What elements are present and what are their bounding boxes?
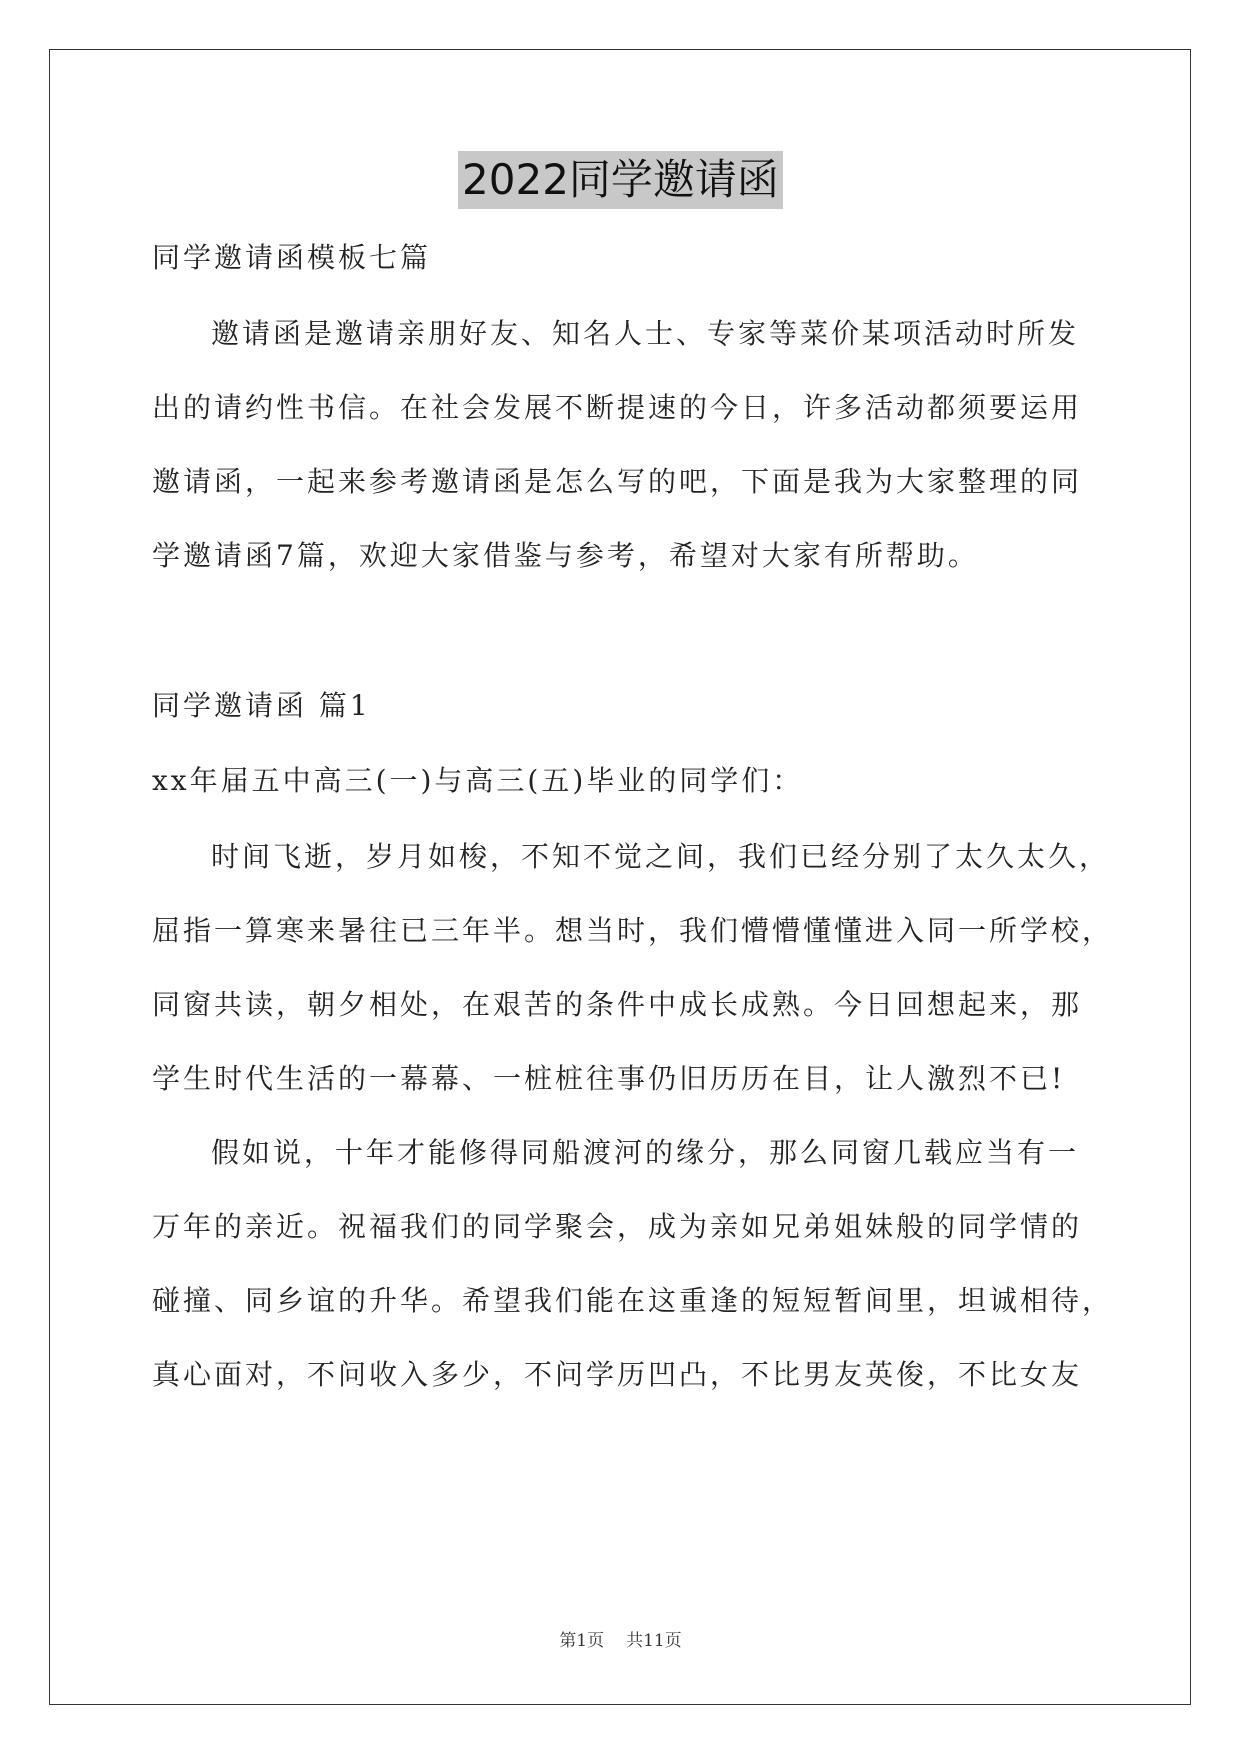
current-page-label: 第1页 — [559, 1631, 605, 1651]
paragraph2-line-1: 假如说，十年才能修得同船渡河的缘分，那么同窗几载应当有一 — [211, 1136, 1080, 1169]
paragraph1-line-3: 同窗共读，朝夕相处，在艰苦的条件中成长成熟。今日回想起来，那 — [152, 988, 1083, 1021]
page-footer — [0, 1626, 1241, 1651]
section-heading: 同学邀请函 篇1 — [152, 689, 371, 722]
paragraph2-line-4: 真心面对，不问收入多少，不问学历凹凸，不比男友英俊，不比女友 — [152, 1358, 1083, 1391]
paragraph1-line-2: 屈指一算寒来暑往已三年半。想当时，我们懵懵懂懂进入同一所学校， — [152, 914, 1114, 947]
title-container — [0, 151, 1241, 209]
total-pages-label: 共11页 — [626, 1631, 682, 1651]
intro-line-3: 邀请函，一起来参考邀请函是怎么写的吧，下面是我为大家整理的同 — [152, 465, 1083, 498]
paragraph2-line-2: 万年的亲近。祝福我们的同学聚会，成为亲如兄弟姐妹般的同学情的 — [152, 1210, 1083, 1243]
paragraph1-line-1: 时间飞逝，岁月如梭，不知不觉之间，我们已经分别了太久太久， — [211, 840, 1111, 873]
paragraph1-line-4: 学生时代生活的一幕幕、一桩桩往事仍旧历历在目，让人激烈不已! — [152, 1062, 1066, 1095]
paragraph2-line-3: 碰撞、同乡谊的升华。希望我们能在这重逢的短短暂间里，坦诚相待， — [152, 1284, 1114, 1317]
salutation: xx年届五中高三(一)与高三(五)毕业的同学们： — [152, 764, 804, 797]
intro-line-2: 出的请约性书信。在社会发展不断提速的今日，许多活动都须要运用 — [152, 391, 1083, 424]
intro-line-1: 邀请函是邀请亲朋好友、知名人士、专家等菜价某项活动时所发 — [211, 317, 1080, 350]
document-subtitle: 同学邀请函模板七篇 — [152, 241, 432, 274]
intro-line-4: 学邀请函7篇，欢迎大家借鉴与参考，希望对大家有所帮助。 — [152, 539, 979, 572]
page-frame — [49, 49, 1191, 1705]
document-title: 2022同学邀请函 — [458, 151, 783, 209]
